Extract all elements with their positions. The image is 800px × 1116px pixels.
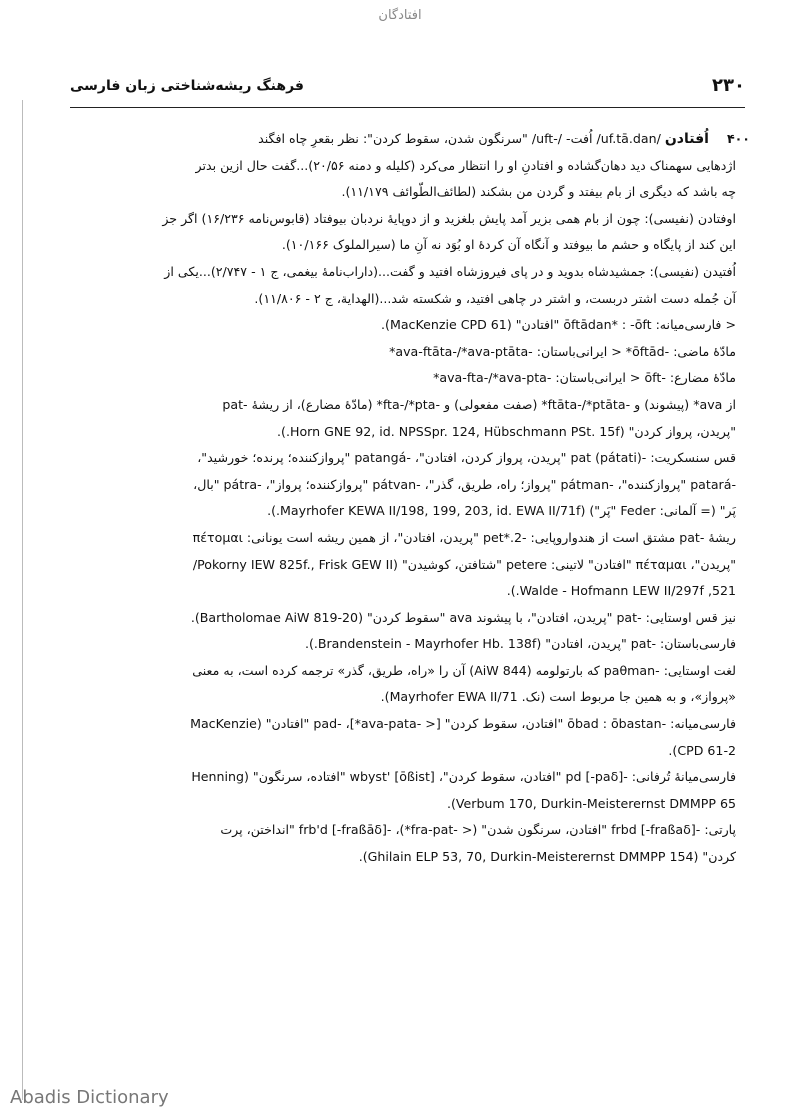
entry-line: پَر" (= آلمانی: Feder "پَر") (Mayrhofer KEWA II/198, 199, 203, id. EWA II/71f.).	[267, 503, 736, 519]
entry-number: ۴۰۰	[726, 131, 750, 146]
entry-line: از ava* (پیشوند) و -ftāta-/*ptāta* (صفت مفعولی) و -fta-/*pta* (مادّهٔ مضارع)، از ریشهٔ -pat	[222, 396, 736, 412]
entry-line: ریشهٔ -pat مشتق است از هندواروپایی: -pet*.2 "پریدن، افتادن"، از همین ریشه است یونانی: πέτομαι	[192, 529, 736, 545]
entry-body	[55, 126, 750, 871]
dictionary-page	[0, 60, 800, 1100]
entry-text: /uf.tā.dan/ اُفت- /-uft/ "سرنگون شدن، سقوط کردن": نظر بقعرِ چاه افگند	[258, 131, 661, 146]
entry-line: آن جُمله دست اشتر دربست، و اشتر در چاهی افتید، و شکسته شد...(الهدایة، ج ۲ - ۱۱/۸۰۶).	[254, 290, 736, 306]
entry-line: 521, Walde - Hofmann LEW II/297f.).	[506, 583, 736, 599]
entry-line: "پریدن"، πέταμαι "افتادن" لاتینی: petere "شتافتن، کوشیدن" (Pokorny IEW 825f., Frisk GEW II/	[192, 556, 736, 572]
site-title: افتادگان	[378, 8, 422, 23]
entry-line: فارسی‌میانهٔ تُرفانی: -pd [-paδ] "افتادن، سقوط کردن"، wbyst' [ōßist] "افتاده، سرنگون" (Henning	[191, 769, 736, 785]
entry-line: "پریدن، پرواز کردن" (Horn GNE 92, id. NPSSpr. 124, Hübschmann PSt. 15f.).	[277, 423, 736, 439]
page-number: ۲۳۰	[712, 75, 745, 96]
entry-line: < فارسی‌میانه: ōftādan* : -ōft "افتادن" (MacKenzie CPD 61).	[381, 317, 736, 333]
entry-line: مادّهٔ ماضی: -ōftād* < ایرانی‌باستان: -ava-ftāta-/*ava-ptāta*	[389, 343, 736, 359]
entry-line: اُفتیدن (نفیسی): جمشیدشاه بدوید و در پای فیروزشاه افتید و گفت...(داراب‌نامهٔ بیغمی، ج ۱ - ۲/۷۴۷)...یکی از	[164, 263, 736, 279]
entry-line	[55, 126, 750, 153]
entry-line: قس سنسکریت: -pat (pátati) "پریدن، پرواز کردن، افتادن"، -patangá "پروازکننده؛ پرنده؛ خورشید"،	[197, 450, 736, 466]
watermark: Abadis Dictionary	[10, 1087, 169, 1108]
entry-line: فارسی‌باستان: -pat "پریدن، افتادن" (Brandenstein - Mayrhofer Hb. 138f.).	[304, 636, 736, 652]
running-head: فرهنگ ریشه‌شناختی زبان فارسی	[70, 78, 304, 94]
entry-line: چه باشد که دیگری از بام بیفتد و گردن من بشکند (لطائف‌الطّوائف ۱۱/۱۷۹).	[341, 184, 736, 200]
entry-line: نیز قس اوستایی: -pat "پریدن، افتادن"، با پیشوند ava "سقوط کردن" (Bartholomae AiW 819-20).	[190, 609, 736, 625]
entry-line: -patará "پروازکننده"، -pátman "پرواز؛ راه، طریق، گذر"، -pátvan "پروازکننده؛ پرواز"، -pátra "بال،	[193, 476, 736, 492]
entry-line: این کند از پایگاه و حشم ما بیوفتد و آنگاه آن کردهٔ او بُوَد نه آنِ ما (سیرالملوک ۱۰/۱۶۶).	[281, 237, 736, 253]
entry-line: اوفتادن (نفیسی): چون از بام همی بزیر آمد پایش بلغزید و از دوپایهٔ نردبان بیوفتاد (قابوس‌نامه ۱۶/۲۳۶) اگر جز	[162, 210, 736, 226]
entry-line: لغت اوستایی: -paθman که بارتولومه (AiW 844) آن را «راه، طریق، گذر» ترجمه کرده است، به معنی	[192, 662, 736, 678]
headword: اُفتادن	[664, 131, 709, 147]
page-header	[70, 75, 745, 108]
entry-line: CPD 61-2).	[668, 742, 736, 758]
entry-line: کردن" (Ghilain ELP 53, 70, Durkin-Meisterernst DMMPP 154).	[358, 849, 736, 865]
entry-line: پارتی: -frbd [-fraßaδ] "افتادن، سرنگون شدن" (< -fra-pat*)، -frb'd [-fraßāδ] "انداختن، پرت	[220, 822, 736, 838]
page-edge-line	[22, 100, 23, 1100]
entry-line: مادّهٔ مضارع: -ōft < ایرانی‌باستان: -ava-fta-/*ava-pta*	[433, 370, 736, 386]
entry-line: فارسی‌میانه: -ōbad : ōbastan "افتادن، سقوط کردن" [< -ava-pata*]، -pad "افتادن" (MacKenzie	[190, 716, 736, 732]
entry-line: اژدهایی سهمناک دید دهان‌گشاده و افتادنِ او را انتظار می‌کرد (کلیله و دمنه ۲۰/۵۶)...گفت حال ازین بدتر	[195, 157, 736, 173]
entry-line: Verbum 170, Durkin-Meisterernst DMMPP 65).	[446, 795, 736, 811]
entry-line: «پرواز»، و به همین جا مربوط است (نک. Mayrhofer EWA II/71).	[380, 689, 736, 705]
